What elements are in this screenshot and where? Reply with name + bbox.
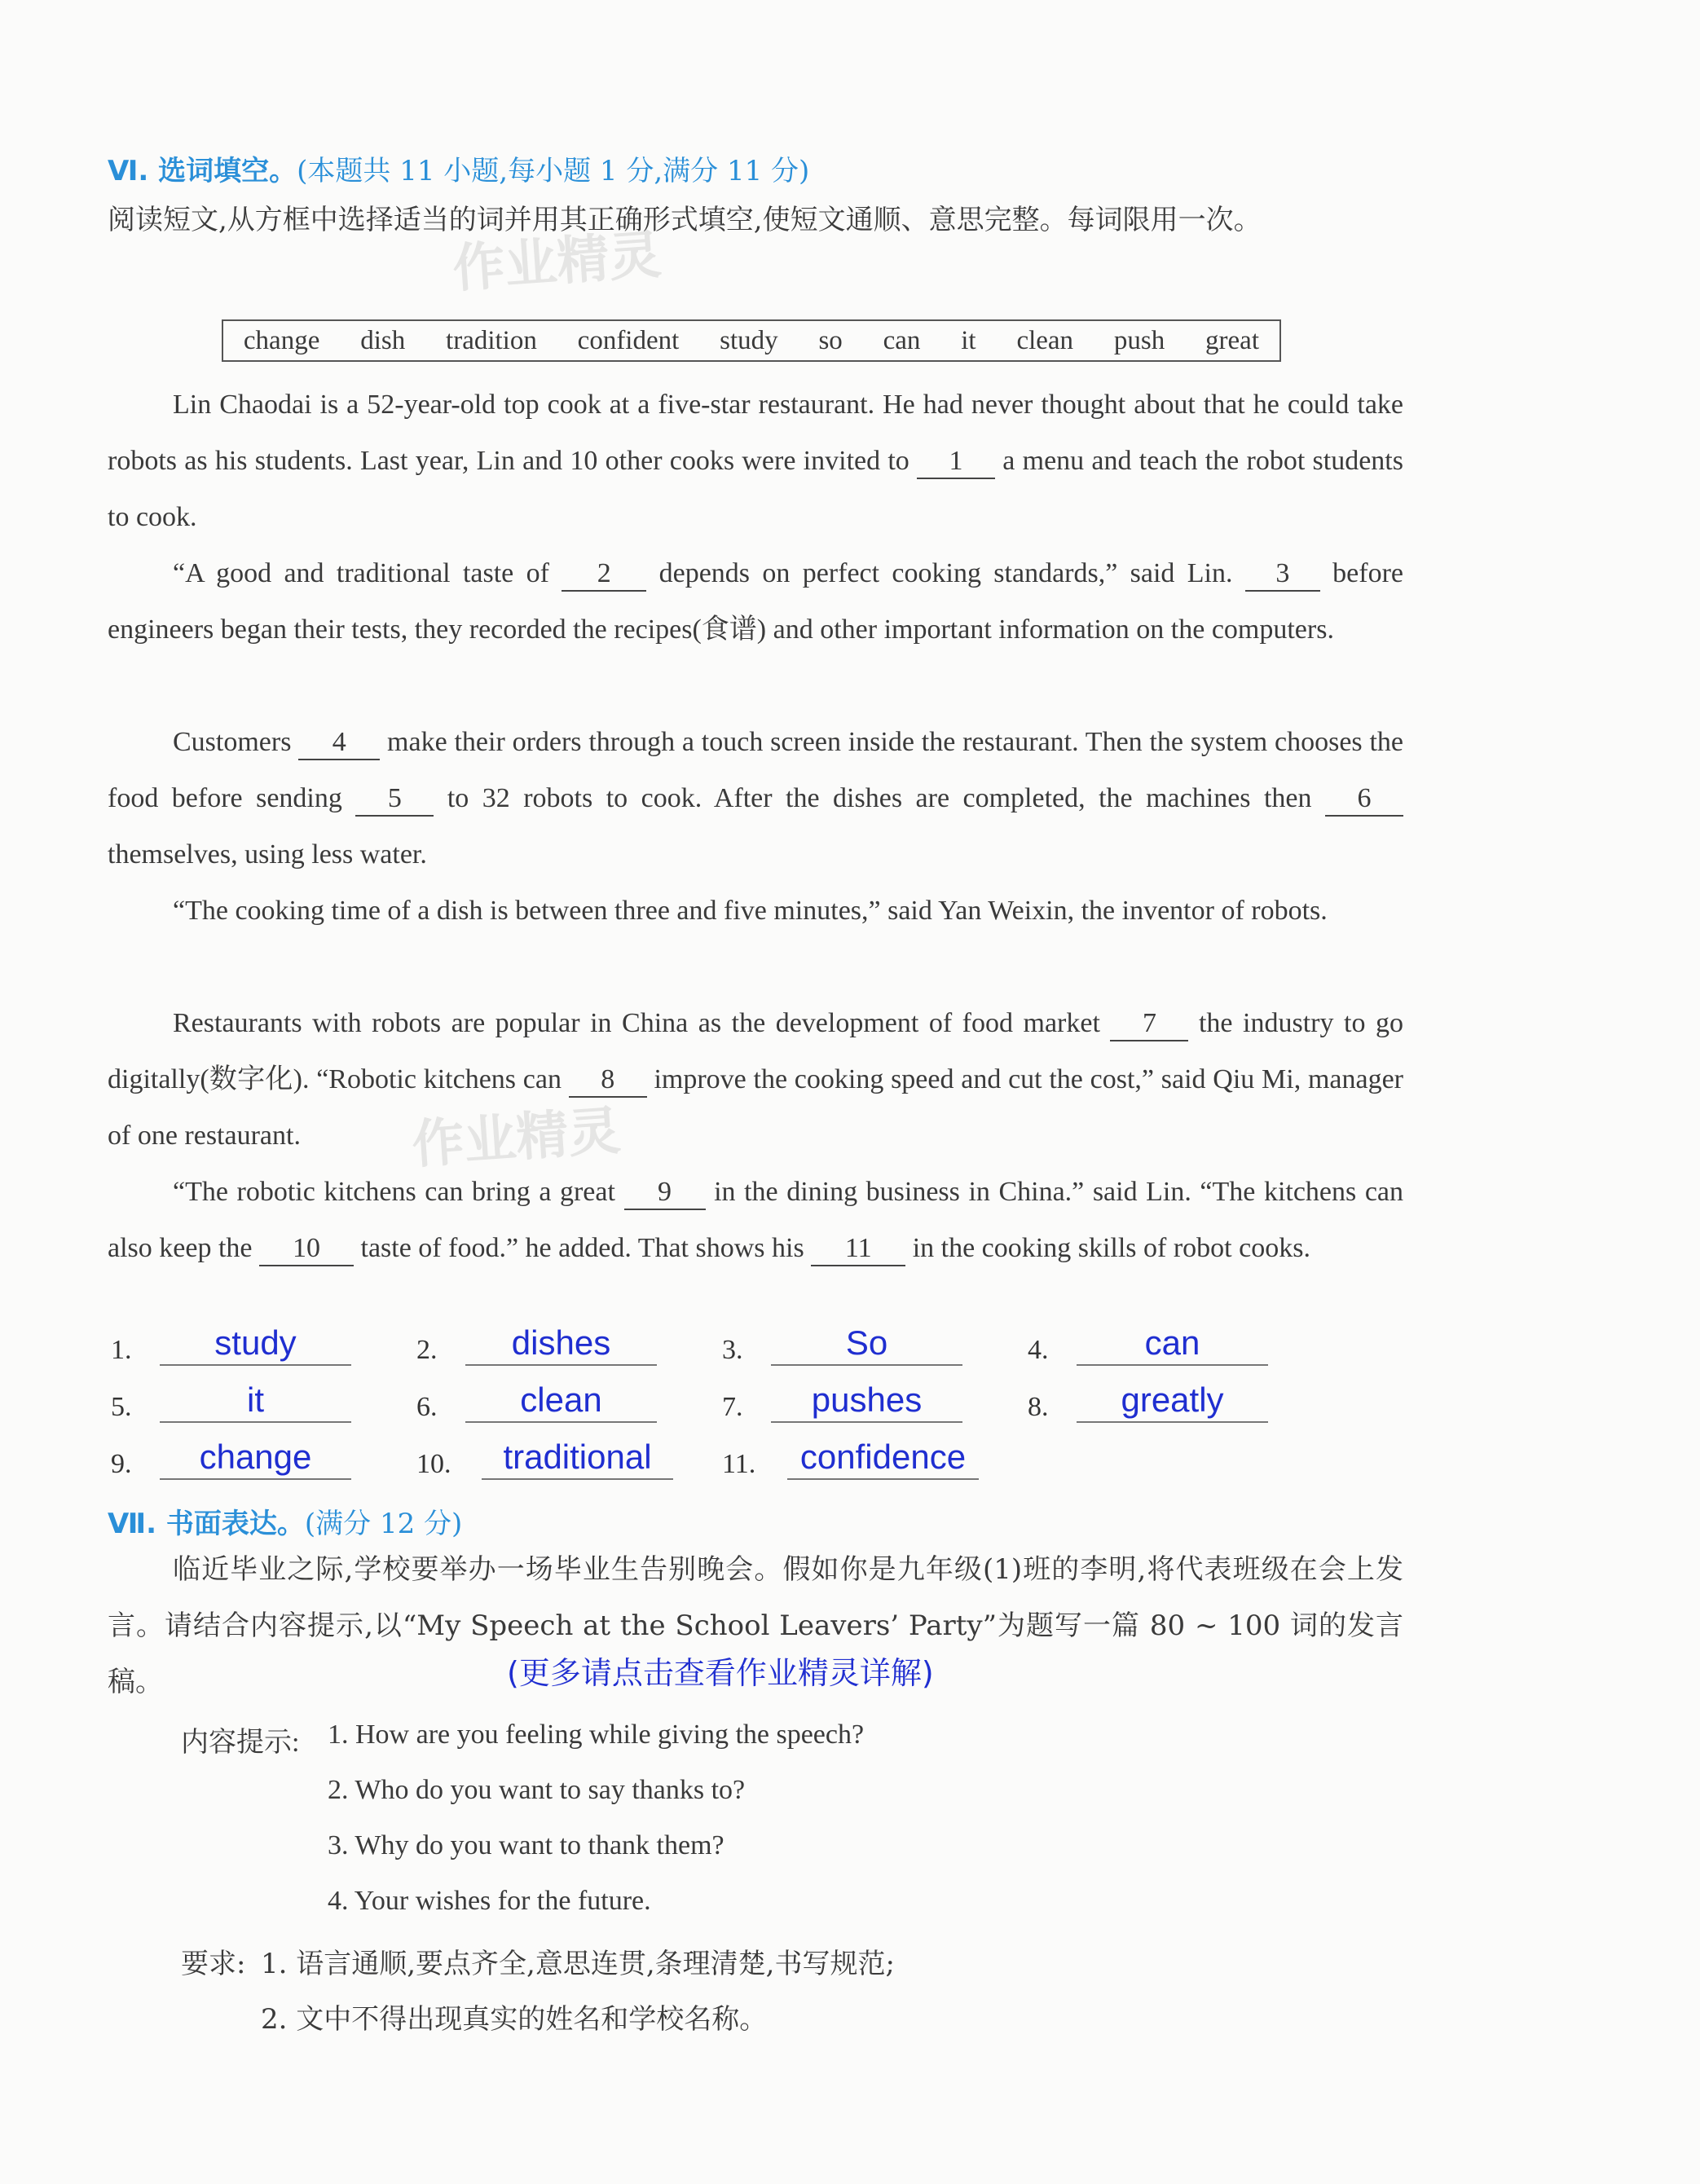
word: it [961,325,976,355]
answer-value: traditional [482,1436,673,1480]
answer-item: 11. confidence [722,1436,1028,1480]
blank-6: 6 [1325,782,1403,817]
blank-7: 7 [1110,1007,1188,1041]
answer-row [111,1436,1028,1480]
more-details-link[interactable]: (更多请点击查看作业精灵详解) [507,1655,934,1691]
word: tradition [446,325,537,355]
answer-item: 5. it [111,1379,416,1423]
word: confident [577,325,680,355]
hint-item: 2. Who do you want to say thanks to? [328,1775,746,1805]
blank-8: 8 [569,1063,647,1098]
answer-value: So [771,1322,962,1366]
answer-item: 1. study [111,1322,416,1366]
word: can [883,325,921,355]
answer-row [111,1379,1333,1423]
section-6-title: Ⅵ. 选词填空。(本题共 11 小题,每小题 1 分,满分 11 分) [108,155,810,187]
passage-paragraph: “A good and traditional taste of 2 depends on perfect cooking standards,” said Lin. 3 before engineers began their tests, they recorded the recipes(食谱) and other important information on the computers. [108,558,1403,645]
hint-item: 1. How are you feeling while giving the speech? [328,1719,865,1750]
word: great [1205,325,1259,355]
word: study [720,325,778,355]
blank-4: 4 [298,726,380,760]
requirement-item: 2. 文中不得出现真实的姓名和学校名称。 [261,2003,768,2036]
word-box [222,319,1281,362]
answer-row [111,1322,1333,1366]
word: dish [360,325,406,355]
answer-item: 4. can [1028,1322,1333,1366]
hint-item: 4. Your wishes for the future. [328,1886,651,1916]
passage-paragraph: Customers 4 make their orders through a touch screen inside the restaurant. Then the system chooses the food before sending 5 to 32 robots to cook. After the dishes are completed, the machines then 6 themselves, using less water. [108,727,1403,870]
writing-prompt: 临近毕业之际,学校要举办一场毕业生告别晚会。假如你是九年级(1)班的李明,将代表班级在会上发言。请结合内容提示,以“My Speech at the School Leavers’ Party”为题写一篇 80 ~ 100 词的发言稿。 [108,1553,1403,1698]
answer-item: 3. So [722,1322,1028,1366]
passage-paragraph: “The cooking time of a dish is between three and five minutes,” said Yan Weixin, the inventor of robots. [173,896,1328,926]
answer-item: 6. clean [416,1379,722,1423]
hint-item: 3. Why do you want to thank them? [328,1830,724,1860]
answer-value: clean [465,1379,657,1423]
answer-item: 2. dishes [416,1322,722,1366]
requirement-item: 1. 语言通顺,要点齐全,意思连贯,条理清楚,书写规范; [261,1948,895,1980]
passage-paragraph: “The robotic kitchens can bring a great 9 in the dining business in China.” said Lin. “The kitchens can also keep the 10 taste of food.” he added. That shows his 11 in the cooking skills of robot cooks. [108,1164,1403,1276]
blank-9: 9 [624,1176,706,1210]
answer-item: 10. traditional [416,1436,722,1480]
section-7-title: Ⅶ. 书面表达。(满分 12 分) [108,1508,463,1540]
section-6-instruction: 阅读短文,从方框中选择适当的词并用其正确形式填空,使短文通顺、意思完整。每词限用一次。 [108,204,1262,236]
passage-paragraph: Lin Chaodai is a 52-year-old top cook at a five-star restaurant. He had never thought about that he could take robots as his students. Last year, Lin and 10 other cooks were invited to 1 a menu and teach the robot students to cook. [108,390,1403,532]
answer-value: it [160,1379,351,1423]
answer-item: 7. pushes [722,1379,1028,1423]
hints-label: 内容提示: [181,1728,300,1758]
word: so [818,325,843,355]
blank-10: 10 [259,1232,354,1266]
answer-value: confidence [787,1436,979,1480]
blank-5: 5 [355,782,434,817]
answer-item: 9. change [111,1436,416,1480]
word: change [243,325,320,355]
watermark: 作业精灵 [451,225,663,300]
answer-value: study [160,1322,351,1366]
blank-2: 2 [562,557,646,592]
requirements-label: 要求: [181,1948,246,1980]
blank-1: 1 [917,445,995,479]
answer-value: can [1077,1322,1268,1366]
blank-3: 3 [1245,557,1320,592]
answer-value: greatly [1077,1379,1268,1423]
answer-value: change [160,1436,351,1480]
answer-item: 8. greatly [1028,1379,1333,1423]
blank-11: 11 [811,1232,905,1266]
word: clean [1016,325,1074,355]
answer-value: dishes [465,1322,657,1366]
word: push [1113,325,1165,355]
passage-paragraph: Restaurants with robots are popular in China as the development of food market 7 the industry to go digitally(数字化). “Robotic kitchens can 8 improve the cooking speed and cut the cost,” said Qiu Mi, manager of one restaurant. [108,1008,1403,1151]
watermark: 作业精灵 [410,1101,623,1176]
answer-value: pushes [771,1379,962,1423]
